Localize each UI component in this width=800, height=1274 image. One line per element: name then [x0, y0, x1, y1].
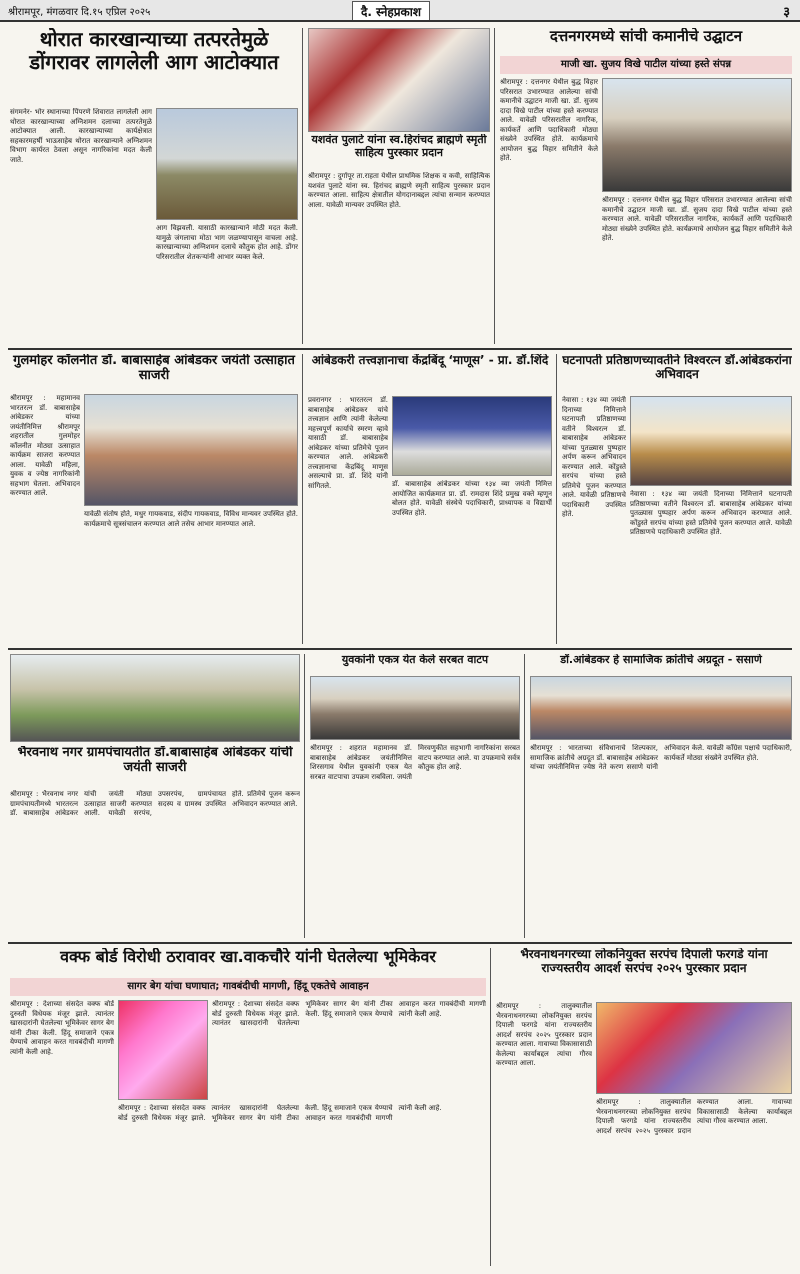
- manus-body: प्रवरानगर : भारतरत्न डॉ. बाबासाहेब आंबेडकर यांचे तत्त्वज्ञान आणि त्यांनी केलेल्या महत्त्वपूर्ण कार्याचे स्मरण व्हावे यासाठी डॉ. बाबासाहेब आंबेडकर यांच्या प्रतिमेचे पूजन करण्यात आले. आंबेडकरी तत्त्वज्ञानाचा केंद्रबिंदू माणूस असल्याचे प्रा. डॉ. शिंदे यांनी सांगितले.: [308, 396, 388, 490]
- sasane-photo: [530, 676, 792, 740]
- gulmohar-body-2: यावेळी संतोष होते, मधुर गायकवाड, संदीप गायकवाड, विविध मान्यवर उपस्थित होते. कार्यक्रमाचे सूत्रसंचालन करण्यात आले तसेच आभार मानण्यात आले.: [84, 510, 298, 528]
- bhairavnath-photo: [10, 654, 300, 742]
- sasane-headline: डॉ.आंबेडकर हे सामाजिक क्रांतीचे अग्रदूत - ससाणे: [560, 654, 762, 666]
- yuvak-body: श्रीरामपूर : शहरात महामानव डॉ. बाबासाहेब आंबेडकर जयंतीनिमित्त शिरसगाव येथील युवकांनी एकत्र येत सरबत वाटपाचा उपक्रम राबविला. जयंती मिरवणुकीत सहभागी नागरिकांना सरबत वाटप करण्यात आले. या उपक्रमाचे सर्वत्र कौतुक होत आहे.: [310, 744, 520, 781]
- sasane-headline-box: [530, 654, 792, 674]
- gulmohar-photo: [84, 394, 298, 506]
- deepali-headline: भैरवनाथनगरच्या लोकनियुक्त सरपंच दिपाली फरगडे यांना राज्यस्तरीय आदर्श सरपंच २०२५ पुरस्कार प्रदान: [520, 948, 768, 975]
- bhairavnath-headline-box: [10, 746, 300, 786]
- page-number: ३: [783, 5, 790, 20]
- ghatnapati-headline-box: [562, 354, 792, 392]
- thorat-body: संगमनेर- भोर स्थानाच्या पिंपरणे शिवारात लागलेली आग थोरात कारखान्याच्या अग्निशमन दलाच्या तत्परतेमुळे आटोक्यात आली. कारखान्याच्या कार्यक्षेत्रात सहकारमहर्षी भाऊसाहेब थोरात कारखान्याने अग्निशमन विभाग कार्यरत ठेवला असून नागरिकांना मदत केली जाते.: [10, 108, 152, 164]
- dattanagar-headline-box: [500, 28, 792, 54]
- waqf-subhead: सागर बेग यांचा घणाघात; गावबंदीची मागणी, हिंदू एकतेचे आवाहन: [10, 978, 486, 996]
- fire-photo: [156, 108, 298, 220]
- ghatnapati-body-2: नेवासा : १३४ व्या जयंती दिनाच्या निमित्ताने घटनापती प्रतिष्ठाणच्या वतीने विश्वरत्न डॉ. बाबासाहेब आंबेडकर यांच्या पुतळ्यास पुष्पहार अर्पण करून अभिवादन करण्यात आले. कोंडुस्ते सरपंच यांच्या हस्ते प्रतिमेचे पूजन करण्यात आले. यावेळी प्रतिष्ठाणचे पदाधिकारी उपस्थित होते.: [630, 490, 792, 536]
- waqf-body-3: श्रीरामपूर : देशाच्या संसदेत वक्फ बोर्ड दुरुस्ती विधेयक मंजूर झाले. त्यानंतर खासदारांनी घेतलेल्या भूमिकेवर सागर बेग यांनी टीका केली. हिंदू समाजाने एकत्र येण्याचे आवाहन करत गावबंदीची मागणी त्यांनी केली आहे.: [212, 1000, 486, 1027]
- deepali-headline-box: [496, 948, 792, 998]
- waqf-photo: [118, 1000, 208, 1100]
- dattanagar-headline: दत्तनगरमध्ये सांची कमानीचे उद्घाटन: [549, 28, 743, 45]
- gulmohar-body: श्रीरामपूर : महामानव भारतरत्न डॉ. बाबासाहेब आंबेडकर यांच्या जयंतीनिमित्त श्रीरामपूर शहरातील गुलमोहर कॉलनीत मोठ्या उत्साहात कार्यक्रम साजरा करण्यात आला. यावेळी महिला, युवक व ज्येष्ठ नागरिकांनी सहभाग घेतला. अभिवादन करण्यात आले.: [10, 394, 80, 497]
- dattanagar-subhead: माजी खा. सुजय विखे पाटील यांच्या हस्ते संपन्न: [500, 56, 792, 74]
- inauguration-photo: [602, 78, 792, 192]
- waqf-headline: वक्फ बोर्ड विरोधी ठरावावर खा.वाकचौरे यांनी घेतलेल्या भूमिकेवर: [60, 948, 436, 966]
- bhairavnath-body: श्रीरामपूर : भैरवनाथ नगर ग्रामपंचायतीमध्ये भारतरत्न डॉ. बाबासाहेब आंबेडकर यांची जयंती मोठ्या उत्साहात साजरी करण्यात आली. यावेळी सरपंच, उपसरपंच, ग्रामपंचायत सदस्य व ग्रामस्थ उपस्थित होते. प्रतिमेचे पूजन करून अभिवादन करण्यात आले.: [10, 790, 300, 817]
- ghatnapati-headline: घटनापती प्रतिष्ठाणच्यावतीने विश्वरत्न डॉ.आंबेडकरांना अभिवादन: [562, 354, 792, 381]
- waqf-headline-box: [10, 948, 486, 976]
- gulmohar-headline-box: [10, 354, 298, 390]
- masthead: [0, 0, 800, 22]
- thorat-headline-box: [10, 28, 298, 78]
- award-photo: [308, 28, 490, 132]
- masthead-date: श्रीरामपूर, मंगळवार दि.१५ एप्रिल २०२५: [8, 7, 151, 18]
- manus-headline: आंबेडकरी तत्त्वज्ञानाचा केंद्रबिंदू ‘माणूस’ - प्रा. डॉ.शिंदे: [311, 354, 549, 367]
- manus-headline-box: [308, 354, 552, 392]
- waqf-body-2: श्रीरामपूर : देशाच्या संसदेत वक्फ बोर्ड दुरुस्ती विधेयक मंजूर झाले. त्यानंतर खासदारांनी घेतलेल्या भूमिकेवर सागर बेग यांनी टीका केली. हिंदू समाजाने एकत्र येण्याचे आवाहन करत गावबंदीची मागणी त्यांनी केली आहे.: [118, 1104, 442, 1122]
- deepali-body: श्रीरामपूर : तालुक्यातील भैरवनाथनगरच्या लोकनियुक्त सरपंच दिपाली फरगडे यांना राज्यस्तरीय आदर्श सरपंच २०२५ पुरस्कार प्रदान करण्यात आला. गावाच्या विकासासाठी केलेल्या कार्याबद्दल त्यांचा गौरव करण्यात आला.: [496, 1002, 592, 1067]
- hirachand-headline: यशवंत पुलाटे यांना स्व.हिरांचद ब्राह्मणे स्मृती साहित्य पुरस्कार प्रदान: [311, 134, 487, 159]
- thorat-headline: थोरात कारखान्याच्या तत्परतेमुळे डोंगरावर लागलेली आग आटोक्यात: [29, 28, 279, 74]
- yuvak-photo: [310, 676, 520, 740]
- sasane-body: श्रीरामपूर : भारताच्या संविधानाचे शिल्पकार, सामाजिक क्रांतीचे अग्रदूत डॉ. बाबासाहेब आंबेडकर यांच्या जयंतीनिमित्त ज्येष्ठ नेते करण ससाणे यांनी अभिवादन केले. यावेळी काँग्रेस पक्षाचे पदाधिकारी, कार्यकर्ते मोठ्या संख्येने उपस्थित होते.: [530, 744, 792, 771]
- yuvak-headline-box: [310, 654, 520, 674]
- deepali-photo: [596, 1002, 792, 1094]
- thorat-body-2: आग विझवली. यासाठी कारखान्याने मोठी मदत केली. यामुळे जंगलाचा मोठा भाग जळण्यापासून वाचला आहे. कारखान्याच्या अग्निशमन दलाचे कौतुक होत आहे. डोंगर परिसरातील शेतकऱ्यांनी आभार व्यक्त केले.: [156, 224, 298, 261]
- deepali-body-2: श्रीरामपूर : तालुक्यातील भैरवनाथनगरच्या लोकनियुक्त सरपंच दिपाली फरगडे यांना राज्यस्तरीय आदर्श सरपंच २०२५ पुरस्कार प्रदान करण्यात आला. गावाच्या विकासासाठी केलेल्या कार्याबद्दल त्यांचा गौरव करण्यात आला.: [596, 1098, 792, 1135]
- dattanagar-body: श्रीरामपूर : दत्तनगर येथील बुद्ध विहार परिसरात उभारण्यात आलेल्या सांची कमानीचे उद्घाटन माजी खा. डॉ. सुजय दादा विखे पाटील यांच्या हस्ते करण्यात आले. यावेळी परिसरातील नागरिक, कार्यकर्ते आणि पदाधिकारी मोठ्या संख्येने उपस्थित होते. कार्यक्रमाचे आयोजन बुद्ध विहार समितीने केले होते.: [500, 78, 598, 162]
- yuvak-headline: युवकांनी एकत्र येत केले सरबत वाटप: [341, 654, 489, 666]
- hirachand-headline-box: [308, 134, 490, 170]
- hirachand-body: श्रीरामपूर : दुर्गापूर ता.राहता येथील प्राथमिक शिक्षक व कवी, साहित्यिक यशवंत पुलाटे यांना स्व. हिरांचद ब्राह्मणे स्मृती साहित्य पुरस्कार प्रदान करण्यात आला. साहित्य क्षेत्रातील योगदानाबद्दल त्यांचा सन्मान करण्यात आला. यावेळी मान्यवर उपस्थित होते.: [308, 172, 490, 209]
- masthead-title: दै. स्नेहप्रकाश: [352, 1, 430, 22]
- waqf-body: श्रीरामपूर : देशाच्या संसदेत वक्फ बोर्ड दुरुस्ती विधेयक मंजूर झाले. त्यानंतर खासदारांनी घेतलेल्या भूमिकेवर सागर बेग यांनी टीका केली. हिंदू समाजाने एकत्र येण्याचे आवाहन करत गावबंदीची मागणी त्यांनी केली आहे.: [10, 1000, 114, 1056]
- ghatnapati-photo: [630, 396, 792, 486]
- manus-body-2: डॉ. बाबासाहेब आंबेडकर यांच्या १३४ व्या जयंती निमित्त आयोजित कार्यक्रमात प्रा. डॉ. रामदास शिंदे प्रमुख वक्ते म्हणून बोलत होते. यावेळी संस्थेचे पदाधिकारी, प्राध्यापक व विद्यार्थी उपस्थित होते.: [392, 480, 552, 517]
- bhairavnath-headline: भैरवनाथ नगर ग्रामपंचायतीत डॉ.बाबासाहेब आंबेडकर यांची जयंती साजरी: [17, 746, 293, 775]
- ghatnapati-body: नेवासा : १३४ व्या जयंती दिनाच्या निमित्ताने घटनापती प्रतिष्ठाणच्या वतीने विश्वरत्न डॉ. बाबासाहेब आंबेडकर यांच्या पुतळ्यास पुष्पहार अर्पण करून अभिवादन करण्यात आले. कोंडुस्ते सरपंच यांच्या हस्ते प्रतिमेचे पूजन करण्यात आले. यावेळी प्रतिष्ठाणचे पदाधिकारी उपस्थित होते.: [562, 396, 626, 518]
- dattanagar-body-2: श्रीरामपूर : दत्तनगर येथील बुद्ध विहार परिसरात उभारण्यात आलेल्या सांची कमानीचे उद्घाटन माजी खा. डॉ. सुजय दादा विखे पाटील यांच्या हस्ते करण्यात आले. यावेळी परिसरातील नागरिक, कार्यकर्ते आणि पदाधिकारी मोठ्या संख्येने उपस्थित होते. कार्यक्रमाचे आयोजन बुद्ध विहार समितीने केले होते.: [602, 196, 792, 242]
- manus-photo: [392, 396, 552, 476]
- gulmohar-headline: गुलमोहर कॉलनीत डॉ. बाबासाहेब आंबेडकर जयंती उत्साहात साजरी: [13, 354, 295, 383]
